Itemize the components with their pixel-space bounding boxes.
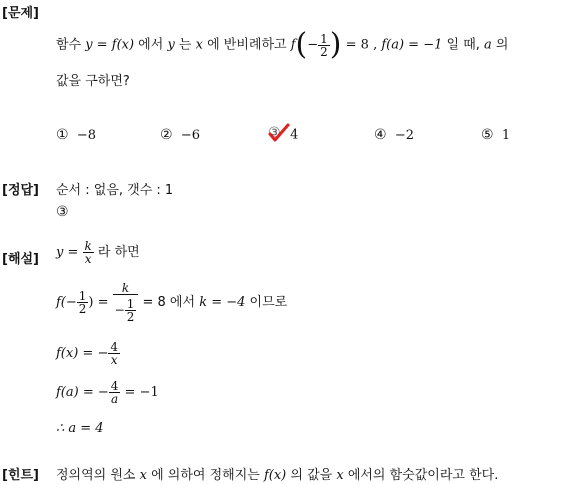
math-expr: y = f(x) — [85, 37, 135, 53]
hint-text: 에서의 함숫값이라고 한다. — [343, 468, 499, 483]
math-expr: f — [290, 37, 296, 53]
choice-value: −6 — [180, 128, 200, 143]
math-expr: f(a) = −1 — [381, 37, 443, 53]
choice-value: −2 — [394, 128, 414, 143]
fraction — [83, 240, 94, 265]
explanation-label: [해설] — [2, 252, 39, 267]
hint-text: 의 값을 — [286, 468, 337, 483]
problem-line-2: 값을 구하면? — [56, 74, 130, 89]
explanation-text: = 8 에서 — [138, 295, 200, 310]
fraction-num: k — [84, 239, 92, 253]
explanation-text: 이므로 — [245, 295, 288, 310]
choice-number: ② — [160, 127, 173, 143]
hint-text: 에 의하여 정해지는 — [146, 468, 264, 483]
fraction-den: x — [83, 252, 94, 265]
hint-line — [56, 464, 498, 483]
explanation-line-3 — [56, 341, 120, 366]
fraction-den: a — [109, 392, 121, 405]
problem-text: 는 — [174, 37, 196, 53]
problem-text: 의 — [491, 37, 509, 53]
fraction-den: x — [108, 353, 120, 366]
explanation-line-1 — [56, 240, 140, 265]
math-expr: x — [195, 37, 203, 53]
compound-fraction — [113, 282, 139, 323]
choice-4[interactable] — [374, 127, 414, 143]
hint-text: 정의역의 원소 — [56, 468, 140, 483]
choice-5[interactable] — [481, 127, 510, 143]
explanation-line-4 — [56, 380, 159, 405]
paren-close: ) — [329, 27, 342, 62]
choice-value: 1 — [501, 128, 511, 143]
fraction-num: 4 — [110, 340, 118, 354]
math-expr: y — [167, 37, 175, 53]
problem-text: 에 반비례하고 — [202, 37, 291, 53]
fraction-num: 1 — [126, 297, 135, 311]
fraction-num: k — [121, 281, 130, 295]
fraction-num: 1 — [320, 31, 328, 46]
math-neg: − — [307, 37, 319, 53]
math-expr: f(x) = − — [56, 346, 109, 361]
problem-label: [문제] — [2, 6, 39, 21]
fraction-den: 2 — [126, 310, 135, 324]
fraction — [77, 290, 89, 315]
fraction-num: 4 — [110, 379, 119, 393]
choice-1[interactable] — [56, 127, 96, 143]
choice-value: 4 — [290, 127, 299, 143]
explanation-text: 라 하면 — [93, 245, 140, 260]
selected-choice-marker — [268, 127, 286, 143]
math-expr: ) = — [88, 295, 109, 310]
fraction-den: 2 — [320, 44, 328, 59]
choice-number: ③ — [268, 125, 281, 141]
problem-text: 함수 — [56, 37, 86, 53]
explanation-line-5: ∴ a = 4 — [56, 421, 104, 436]
math-neg: − — [114, 303, 125, 317]
math-expr: a — [484, 37, 492, 53]
hint-label: [힌트] — [2, 468, 39, 483]
math-expr: y = — [56, 245, 79, 260]
answer-meta: 순서 : 없음, 갯수 : 1 — [56, 183, 174, 198]
choice-number: ④ — [374, 127, 387, 143]
explanation-line-2 — [56, 282, 287, 323]
fraction — [109, 380, 121, 405]
problem-text: 에서 — [134, 37, 168, 53]
math-expr: k = −4 — [199, 295, 246, 310]
answer-value: ③ — [56, 204, 69, 220]
math-expr: f(x) — [263, 468, 287, 483]
fraction-num: 1 — [78, 289, 87, 303]
math-expr: = 8 , — [341, 37, 382, 53]
problem-line-1 — [56, 27, 509, 62]
problem-text: 일 때, — [442, 37, 485, 53]
math-expr: x — [139, 468, 147, 483]
fraction — [108, 341, 120, 366]
choice-number: ⑤ — [481, 127, 494, 143]
choice-value: −8 — [76, 128, 96, 143]
math-expr: = −1 — [120, 385, 159, 400]
choice-3[interactable] — [268, 127, 298, 143]
choice-number: ① — [56, 127, 69, 143]
check-mark-icon — [268, 123, 290, 143]
answer-label: [정답] — [2, 183, 39, 198]
inner-fraction — [125, 298, 137, 323]
math-expr: x — [336, 468, 344, 483]
paren-open: ( — [295, 27, 308, 62]
fraction-den: 2 — [78, 302, 87, 316]
choice-2[interactable] — [160, 127, 200, 143]
math-expr: f(a) = − — [56, 385, 109, 400]
math-expr: f(− — [56, 295, 77, 310]
fraction — [318, 33, 330, 58]
fraction-den — [113, 294, 139, 323]
